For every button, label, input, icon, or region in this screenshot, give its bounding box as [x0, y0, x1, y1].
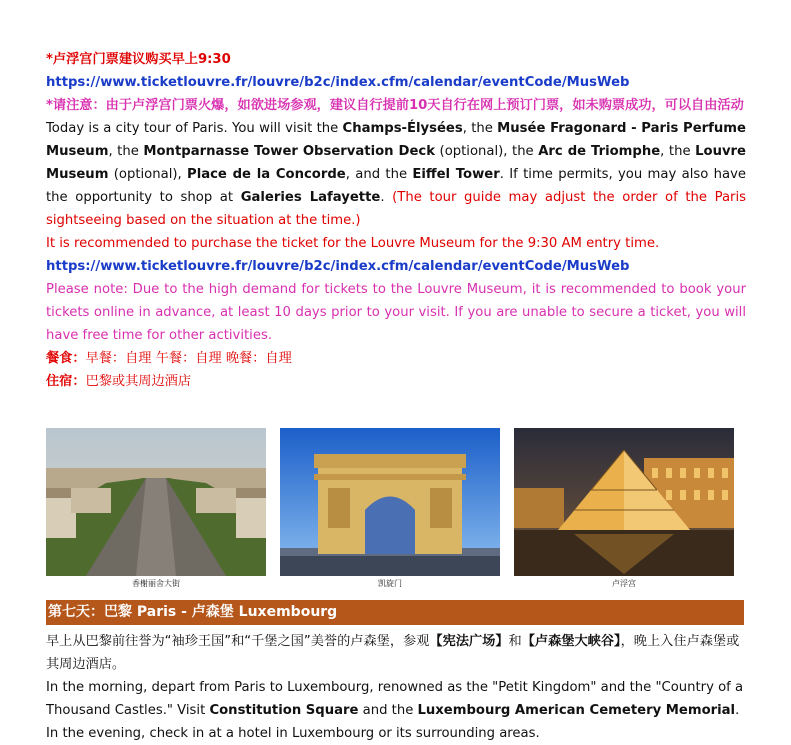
- tour-highlight: Arc de Triomphe: [538, 144, 661, 159]
- day7-header: 第七天：巴黎 Paris - 卢森堡 Luxembourg: [46, 600, 744, 625]
- photo-caption: 卢浮宫: [612, 579, 636, 588]
- tour-highlight: Musée Fragonard - Paris Perfume Museum: [46, 121, 746, 159]
- day7-en-text: In the morning, depart from Paris to Luxembourg, renowned as the "Petit Kingdom" and the "Country of a Thousand Castles." Visit: [46, 680, 744, 718]
- tour-highlight: Eiffel Tower: [412, 167, 500, 182]
- day7-en: [46, 676, 746, 745]
- louvre-photo: [514, 428, 734, 576]
- tour-highlight: Champs-Élysées: [342, 121, 463, 136]
- tour-text: .: [380, 190, 393, 205]
- champs-elysees-photo: [46, 428, 266, 576]
- day7-cn-highlight: 【宪法广场】: [429, 634, 509, 649]
- tour-text: (optional), the: [435, 144, 539, 159]
- tour-text: , the: [462, 121, 498, 136]
- en-ticket-note: It is recommended to purchase the ticket for the Louvre Museum for the 9:30 AM entry time.: [46, 236, 660, 251]
- photo-caption: 凯旋门: [378, 579, 402, 588]
- en-warning: Please note: Due to the high demand for tickets to the Louvre Museum, it is recommended to book your tickets online in advance, at least 10 days prior to your visit. If you are unable to secure a ticket, you will have free time for other activities.: [46, 282, 746, 343]
- day7-en-highlight: Constitution Square: [209, 703, 359, 718]
- tour-highlight: Galeries Lafayette: [240, 190, 381, 205]
- tour-text: Today is a city tour of Paris. You will visit the: [46, 121, 343, 136]
- meals-value: 早餐：自理 午餐：自理 晚餐：自理: [85, 351, 292, 366]
- day7-en-text: . In the evening, check in at a hotel in Luxembourg or its surrounding areas.: [46, 703, 740, 741]
- tour-highlight: Place de la Concorde: [187, 167, 346, 182]
- tour-text: , the: [660, 144, 696, 159]
- tour-text: . If time permits, you may also have the opportunity to shop at: [46, 167, 746, 205]
- day7-cn: [46, 630, 746, 676]
- day7-en-highlight: Luxembourg American Cemetery Memorial: [417, 703, 736, 718]
- day7-description: [46, 630, 746, 745]
- tour-description: [46, 117, 746, 232]
- tour-highlight: Montparnasse Tower Observation Deck: [143, 144, 435, 159]
- cn-ticket-note: *卢浮宫门票建议购买早上9:30: [46, 52, 231, 67]
- day7-cn-text: 和: [508, 634, 522, 649]
- tour-text: , and the: [345, 167, 413, 182]
- day7-en-text: and the: [358, 703, 418, 718]
- ticket-link-1[interactable]: https://www.ticketlouvre.fr/louvre/b2c/index.cfm/calendar/eventCode/MusWeb: [46, 75, 630, 90]
- itinerary-text: [46, 48, 746, 393]
- cn-warning: *请注意：由于卢浮宫门票火爆，如欲进场参观，建议自行提前10天自行在网上预订门票，如未购票成功，可以自由活动: [46, 98, 744, 113]
- tour-order-note: (The tour guide may adjust the order of the Paris sightseeing based on the situation at the time.): [46, 190, 746, 228]
- tour-text: (optional),: [108, 167, 188, 182]
- day7-cn-text: 早上从巴黎前往誉为“袖珍王国”和“千堡之国”美誉的卢森堡，参观: [46, 634, 430, 649]
- meals-row: [46, 347, 746, 370]
- lodging-row: [46, 370, 746, 393]
- tour-highlight: Louvre Museum: [46, 144, 747, 182]
- tour-text: , the: [108, 144, 144, 159]
- lodging-value: 巴黎或其周边酒店: [85, 374, 192, 389]
- photo-caption: 香榭丽舍大街: [132, 579, 180, 588]
- day7-cn-text: ，晚上入住卢森堡或其周边酒店。: [46, 634, 740, 672]
- day7-cn-highlight: 【卢森堡大峡谷】: [521, 634, 621, 649]
- arc-de-triomphe-photo: [280, 428, 500, 576]
- lodging-label: 住宿：: [46, 374, 86, 389]
- meals-label: 餐食：: [46, 351, 86, 366]
- photo-strip: [46, 428, 746, 588]
- ticket-link-2[interactable]: https://www.ticketlouvre.fr/louvre/b2c/index.cfm/calendar/eventCode/MusWeb: [46, 259, 630, 274]
